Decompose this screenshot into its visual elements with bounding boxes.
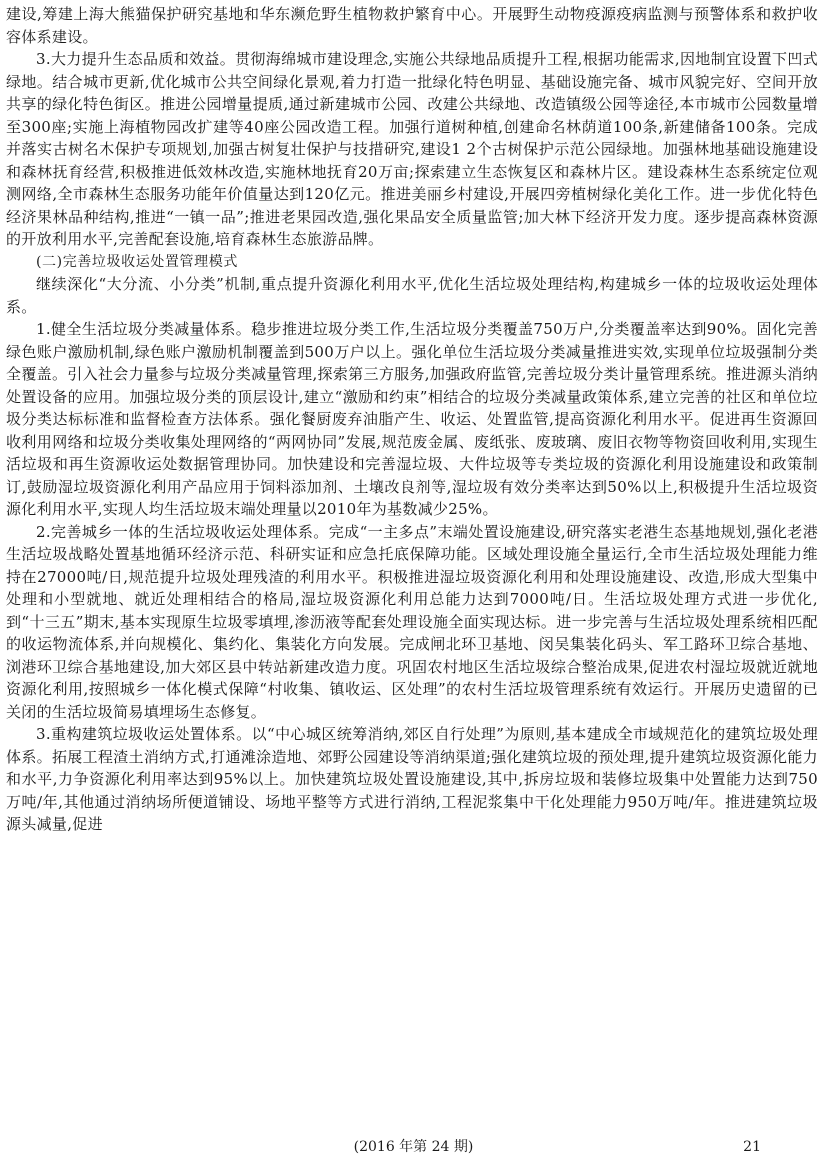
- page-footer: [0, 1136, 827, 1158]
- paragraph-waste-sorting: 1.健全生活垃圾分类减量体系。稳步推进垃圾分类工作,生活垃圾分类覆盖750万户,分类覆盖率达到90%。固化完善绿色账户激励机制,绿色账户激励机制覆盖到500万户以上。强化单位生活垃圾分类减量推进实效,实现单位垃圾强制分类全覆盖。引入社会力量参与垃圾分类减量管理,探索第三方服务,加强政府监管,完善垃圾分类计量管理系统。推进源头消纳处置设备的应用。加强垃圾分类的顶层设计,建立“激励和约束”相结合的垃圾分类减量政策体系,建立完善的社区和单位垃圾分类达标标准和监督检查方法体系。强化餐厨废弃油脂产生、收运、处置监管,提高资源化利用水平。促进再生资源回收利用网络和垃圾分类收集处理网络的“两网协同”发展,规范废金属、废纸张、废玻璃、废旧衣物等物资回收利用,实现生活垃圾和再生资源收运处数据管理协同。加快建设和完善湿垃圾、大件垃圾等专类垃圾的资源化利用设施建设和政策制订,鼓励湿垃圾资源化利用产品应用于饲料添加剂、土壤改良剂等,湿垃圾有效分类率达到50%以上,积极提升生活垃圾资源化利用水平,实现人均生活垃圾末端处理量以2010年为基数减少25%。: [6, 320, 818, 518]
- body-text: [6, 3, 818, 836]
- paragraph-waste-intro: 继续深化“大分流、小分类”机制,重点提升资源化利用水平,优化生活垃圾处理结构,构建城乡一体的垃圾收运处理体系。: [6, 275, 818, 316]
- section-heading-waste-management: (二)完善垃圾收运处置管理模式: [36, 253, 238, 270]
- paragraph-wildlife-rescue: 建设,筹建上海大熊猫保护研究基地和华东濒危野生植物救护繁育中心。开展野生动物疫源疫病监测与预警体系和救护收容体系建设。: [6, 5, 818, 46]
- paragraph-urban-rural-waste: 2.完善城乡一体的生活垃圾收运处理体系。完成“一主多点”末端处置设施建设,研究落实老港生态基地规划,强化老港生活垃圾战略处置基地循环经济示范、科研实证和应急托底保障功能。区域处理设施全量运行,全市生活垃圾处理能力维持在27000吨/日,规范提升垃圾处理残渣的利用水平。积极推进湿垃圾资源化利用和处理设施建设、改造,形成大型集中处理和小型就地、就近处理相结合的格局,湿垃圾资源化利用总能力达到7000吨/日。生活垃圾处理方式进一步优化,到“十三五”期末,基本实现原生垃圾零填埋,渗沥液等配套处理设施全面实现达标。进一步完善与生活垃圾处理系统相匹配的收运物流体系,并向规模化、集约化、集装化方向发展。完成闸北环卫基地、闵吴集装化码头、军工路环卫综合基地、浏港环卫综合基地建设,加大郊区县中转站新建改造力度。巩固农村地区生活垃圾综合整治成果,促进农村湿垃圾就近就地资源化利用,按照城乡一体化模式保障“村收集、镇收运、区处理”的农村生活垃圾管理系统有效运行。开展历史遗留的已关闭的生活垃圾简易填埋场生态修复。: [6, 522, 818, 721]
- issue-label: (2016 年第 24 期): [353, 1139, 474, 1155]
- paragraph-ecological-quality: 3.大力提升生态品质和效益。贯彻海绵城市建设理念,实施公共绿地品质提升工程,根据功能需求,因地制宜设置下凹式绿地。结合城市更新,优化城市公共空间绿化景观,着力打造一批绿化特色明显、基础设施完备、城市风貌完好、空间开放共享的绿化特色街区。推进公园增量提质,通过新建城市公园、改建公共绿地、改造镇级公园等途径,本市城市公园数量增至300座;实施上海植物园改扩建等40座公园改造工程。加强行道树种植,创建命名林荫道100条,新建储备100条。完成并落实古树名木保护专项规划,加强古树复壮保护与技措研究,建设1 2个古树保护示范公园绿地。加强林地基础设施建设和森林抚育经营,积极推进低效林改造,实施林地抚育20万亩;探索建立生态恢复区和森林片区。建设森林生态系统定位观测网络,全市森林生态服务功能年价值量达到120亿元。推进美丽乡村建设,开展四旁植树绿化美化工作。进一步优化特色经济果林品种结构,推进“一镇一品”;推进老果园改造,强化果品安全质量监管;加大林下经济开发力度。逐步提高森林资源的开放利用水平,完善配套设施,培育森林生态旅游品牌。: [6, 50, 818, 248]
- page-number: 21: [743, 1139, 761, 1155]
- paragraph-construction-waste: 3.重构建筑垃圾收运处置体系。以“中心城区统筹消纳,郊区自行处理”为原则,基本建成全市域规范化的建筑垃圾处理体系。拓展工程渣土消纳方式,打通滩涂造地、郊野公园建设等消纳渠道;强化建筑垃圾的预处理,提升建筑垃圾资源化能力和水平,力争资源化利用率达到95%以上。加快建筑垃圾处置设施建设,其中,拆房垃圾和装修垃圾集中处置能力达到750万吨/年,其他通过消纳场所便道铺设、场地平整等方式进行消纳,工程泥浆集中干化处理能力950万吨/年。推进建筑垃圾源头减量,促进: [6, 725, 818, 833]
